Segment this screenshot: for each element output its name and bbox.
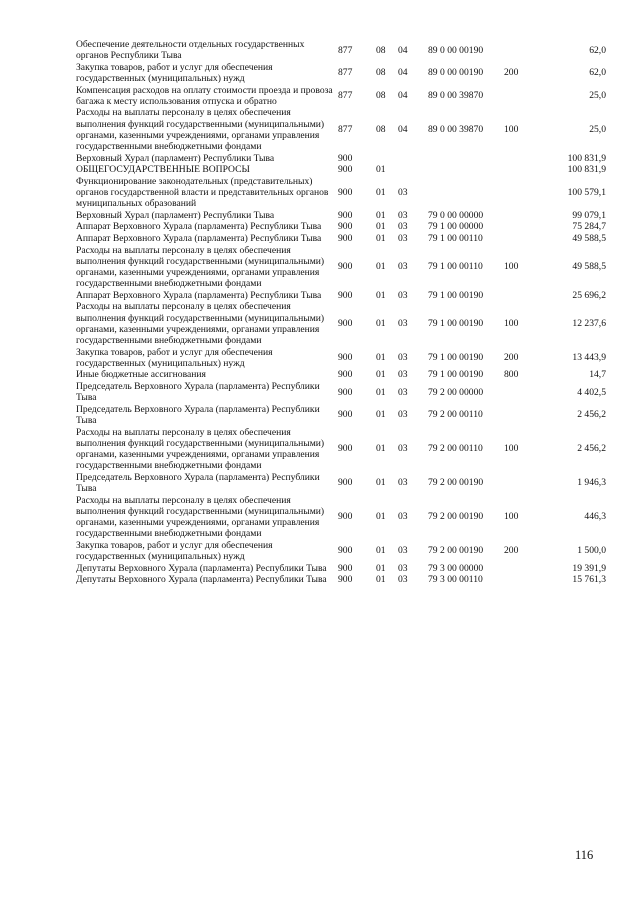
row-expense-type-code (504, 233, 534, 245)
row-subsection-code: 03 (398, 261, 408, 273)
row-target-article-code (428, 164, 504, 176)
row-target-article-code: 79 2 00 00000 (428, 386, 484, 398)
row-amount: 13 443,9 (572, 352, 606, 364)
row-subsection-code: 03 (398, 186, 408, 198)
row-target-article-code: 79 3 00 00000 (428, 562, 484, 574)
row-ministry-code: 900 (338, 477, 353, 489)
row-expense-type-code (504, 210, 534, 222)
row-name: Председатель Верховного Хурала (парламента) Республики Тыва (76, 403, 320, 426)
row-expense-type-code (504, 472, 534, 495)
row-section-code: 01 (376, 386, 386, 398)
row-name: Верховный Хурал (парламент) Республики Тыва (76, 209, 275, 221)
row-expense-type-code: 200 (504, 352, 519, 364)
row-amount: 12 237,6 (572, 318, 606, 330)
row-section-code: 01 (376, 232, 386, 244)
row-section-code: 01 (376, 221, 386, 233)
row-expense-type-code (504, 153, 534, 165)
row-amount: 49 588,5 (572, 232, 606, 244)
row-expense-type-code (504, 574, 534, 586)
row-name: Аппарат Верховного Хурала (парламента) Республики Тыва (76, 221, 322, 233)
row-name: Закупка товаров, работ и услуг для обеспечения государственных (муниципальных) нужд (76, 61, 273, 84)
row-section-code: 01 (376, 369, 386, 381)
row-expense-type-code (504, 164, 534, 176)
row-expense-type-code (504, 176, 534, 210)
row-name: Расходы на выплаты персоналу в целях обеспечения выполнения функций государственными (муниципальными) органами, казенными учреждениями, органами управления государственными внебюджетными фондами (76, 426, 325, 472)
row-section-code: 01 (376, 318, 386, 330)
row-amount: 1 946,3 (577, 477, 606, 489)
row-target-article-code: 79 1 00 00000 (428, 221, 484, 233)
row-amount: 25 696,2 (572, 289, 606, 301)
row-target-article-code: 79 1 00 00190 (428, 369, 484, 381)
row-ministry-code: 900 (338, 562, 353, 574)
row-subsection-code: 03 (398, 477, 408, 489)
row-amount: 100 831,9 (567, 152, 606, 164)
row-subsection-code: 03 (398, 221, 408, 233)
row-subsection-code: 03 (398, 574, 408, 586)
row-section-code: 01 (376, 545, 386, 557)
row-subsection-code (398, 164, 428, 176)
row-amount: 62,0 (589, 44, 606, 56)
row-subsection-code: 03 (398, 511, 408, 523)
row-subsection-code: 03 (398, 562, 408, 574)
budget-table (76, 39, 606, 586)
row-section-code: 01 (376, 477, 386, 489)
row-ministry-code: 900 (338, 261, 353, 273)
table-row (76, 574, 606, 586)
row-ministry-code: 900 (338, 186, 353, 198)
row-target-article-code: 89 0 00 00190 (428, 44, 484, 56)
row-ministry-code: 900 (338, 369, 353, 381)
row-expense-type-code (504, 563, 534, 575)
row-amount: 62,0 (589, 67, 606, 79)
table-row (76, 563, 606, 575)
row-amount: 2 456,2 (577, 443, 606, 455)
row-amount: 4 402,5 (577, 386, 606, 398)
row-section-code: 01 (376, 562, 386, 574)
row-name: Расходы на выплаты персоналу в целях обеспечения выполнения функций государственными (муниципальными) органами, казенными учреждениями, органами управления государственными внебюджетными фондами (76, 301, 325, 346)
row-subsection-code: 03 (398, 318, 408, 330)
table-row (76, 347, 606, 370)
row-section-code: 01 (376, 409, 386, 421)
page-number: 116 (575, 848, 594, 862)
row-expense-type-code: 800 (504, 369, 519, 381)
row-target-article-code: 79 2 00 00190 (428, 477, 484, 489)
row-ministry-code: 900 (338, 352, 353, 364)
row-target-article-code (428, 153, 504, 165)
row-name: Аппарат Верховного Хурала (парламента) Республики Тыва (76, 232, 322, 244)
row-amount: 99 079,1 (572, 209, 606, 221)
row-subsection-code: 03 (398, 409, 408, 421)
row-expense-type-code (504, 381, 534, 404)
row-target-article-code: 89 0 00 39870 (428, 124, 484, 136)
row-name: Расходы на выплаты персоналу в целях обеспечения выполнения функций государственными (муниципальными) органами, казенными учреждениями, органами управления государственными внебюджетными фондами (76, 494, 325, 540)
row-ministry-code: 877 (338, 67, 353, 79)
row-target-article-code: 79 1 00 00110 (428, 232, 483, 244)
table-row (76, 381, 606, 404)
row-name: Иные бюджетные ассигнования (76, 369, 206, 381)
table-row (76, 164, 606, 176)
row-amount: 19 391,9 (572, 562, 606, 574)
row-subsection-code: 03 (398, 209, 408, 221)
row-section-code: 01 (376, 186, 386, 198)
row-amount: 446,3 (584, 511, 606, 523)
row-expense-type-code (504, 85, 534, 108)
row-section-code (376, 153, 398, 165)
row-subsection-code (398, 153, 428, 165)
row-target-article-code: 79 2 00 00110 (428, 409, 483, 421)
row-name: Депутаты Верховного Хурала (парламента) Республики Тыва (76, 562, 327, 574)
row-amount: 25,0 (589, 90, 606, 102)
row-target-article-code: 79 1 00 00190 (428, 289, 484, 301)
row-target-article-code: 79 1 00 00190 (428, 352, 484, 364)
row-target-article-code: 79 1 00 00110 (428, 261, 483, 273)
row-expense-type-code (504, 221, 534, 233)
row-target-article-code (428, 176, 504, 210)
table-row (76, 107, 606, 152)
row-subsection-code: 04 (398, 124, 408, 136)
row-amount: 2 456,2 (577, 409, 606, 421)
row-ministry-code: 900 (338, 574, 353, 586)
row-amount: 1 500,0 (577, 545, 606, 557)
row-ministry-code: 900 (338, 545, 353, 557)
row-target-article-code: 79 2 00 00190 (428, 511, 484, 523)
row-subsection-code: 03 (398, 289, 408, 301)
table-row (76, 233, 606, 245)
row-target-article-code: 79 2 00 00190 (428, 545, 484, 557)
row-target-article-code: 89 0 00 00190 (428, 67, 484, 79)
row-name: Функционирование законодательных (представительных) органов государственной власти и представительных органов муниципальных образований (76, 175, 329, 210)
table-row (76, 369, 606, 381)
row-section-code: 08 (376, 124, 386, 136)
row-name: Закупка товаров, работ и услуг для обеспечения государственных (муниципальных) нужд (76, 346, 273, 369)
row-ministry-code: 900 (338, 289, 353, 301)
table-row (76, 472, 606, 495)
row-section-code: 01 (376, 164, 386, 176)
row-ministry-code: 900 (338, 152, 353, 164)
row-target-article-code: 79 3 00 00110 (428, 574, 483, 586)
table-row (76, 210, 606, 222)
row-subsection-code: 03 (398, 386, 408, 398)
row-amount: 75 284,7 (572, 221, 606, 233)
row-section-code: 01 (376, 574, 386, 586)
table-row (76, 540, 606, 563)
row-ministry-code: 900 (338, 164, 353, 176)
row-amount: 14,7 (589, 369, 606, 381)
row-amount: 100 579,1 (567, 186, 606, 198)
row-expense-type-code: 100 (504, 318, 519, 330)
row-subsection-code: 03 (398, 232, 408, 244)
table-row (76, 404, 606, 427)
row-ministry-code: 877 (338, 124, 353, 136)
row-amount: 15 761,3 (572, 574, 606, 586)
row-section-code: 01 (376, 209, 386, 221)
row-name: Расходы на выплаты персоналу в целях обеспечения выполнения функций государственными (муниципальными) органами, казенными учреждениями, органами управления государственными внебюджетными фондами (76, 244, 325, 290)
row-ministry-code: 877 (338, 90, 353, 102)
row-subsection-code: 04 (398, 90, 408, 102)
row-subsection-code: 03 (398, 369, 408, 381)
row-name: Председатель Верховного Хурала (парламента) Республики Тыва (76, 471, 320, 494)
row-expense-type-code: 100 (504, 124, 519, 136)
table-row (76, 495, 606, 540)
row-section-code: 08 (376, 67, 386, 79)
row-ministry-code: 900 (338, 318, 353, 330)
table-row (76, 427, 606, 472)
row-target-article-code: 79 0 00 00000 (428, 209, 484, 221)
row-section-code: 01 (376, 261, 386, 273)
row-expense-type-code (504, 290, 534, 302)
row-expense-type-code: 100 (504, 443, 519, 455)
row-name: Компенсация расходов на оплату стоимости проезда и провоза багажа к месту использования отпуска и обратно (76, 84, 333, 107)
row-expense-type-code: 200 (504, 67, 519, 79)
row-subsection-code: 04 (398, 44, 408, 56)
table-row (76, 39, 606, 62)
row-subsection-code: 03 (398, 352, 408, 364)
row-expense-type-code (504, 404, 534, 427)
row-target-article-code: 79 1 00 00190 (428, 318, 484, 330)
table-row (76, 85, 606, 108)
row-ministry-code: 900 (338, 409, 353, 421)
row-ministry-code: 900 (338, 221, 353, 233)
row-subsection-code: 04 (398, 67, 408, 79)
row-section-code: 01 (376, 352, 386, 364)
table-row (76, 221, 606, 233)
row-amount: 49 588,5 (572, 261, 606, 273)
row-name: Расходы на выплаты персоналу в целях обеспечения выполнения функций государственными (муниципальными) органами, казенными учреждениями, органами управления государственными внебюджетными фондами (76, 107, 325, 152)
table-row (76, 62, 606, 85)
row-section-code: 08 (376, 90, 386, 102)
row-ministry-code: 900 (338, 209, 353, 221)
row-subsection-code: 03 (398, 545, 408, 557)
row-name: Обеспечение деятельности отдельных государственных органов Республики Тыва (76, 39, 305, 62)
row-subsection-code: 03 (398, 443, 408, 455)
row-section-code: 08 (376, 44, 386, 56)
row-expense-type-code: 200 (504, 545, 519, 557)
row-target-article-code: 89 0 00 39870 (428, 90, 484, 102)
table-row (76, 245, 606, 290)
row-target-article-code: 79 2 00 00110 (428, 443, 483, 455)
row-ministry-code: 900 (338, 386, 353, 398)
table-row (76, 153, 606, 165)
row-section-code: 01 (376, 511, 386, 523)
row-amount: 25,0 (589, 124, 606, 136)
row-name: Аппарат Верховного Хурала (парламента) Республики Тыва (76, 289, 322, 301)
table-row (76, 290, 606, 302)
row-name: Верховный Хурал (парламент) Республики Тыва (76, 152, 275, 164)
row-amount: 100 831,9 (567, 164, 606, 176)
row-ministry-code: 900 (338, 511, 353, 523)
row-expense-type-code: 100 (504, 261, 519, 273)
table-row (76, 301, 606, 346)
table-row (76, 176, 606, 210)
budget-table-body (76, 39, 606, 586)
row-name: Депутаты Верховного Хурала (парламента) Республики Тыва (76, 574, 327, 586)
row-ministry-code: 900 (338, 232, 353, 244)
row-expense-type-code: 100 (504, 511, 519, 523)
row-name: Председатель Верховного Хурала (парламента) Республики Тыва (76, 380, 320, 404)
row-section-code: 01 (376, 289, 386, 301)
row-name: ОБЩЕГОСУДАРСТВЕННЫЕ ВОПРОСЫ (76, 164, 250, 176)
row-ministry-code: 900 (338, 443, 353, 455)
row-section-code: 01 (376, 443, 386, 455)
row-ministry-code: 877 (338, 44, 353, 56)
row-name: Закупка товаров, работ и услуг для обеспечения государственных (муниципальных) нужд (76, 539, 273, 562)
row-expense-type-code (504, 39, 534, 62)
